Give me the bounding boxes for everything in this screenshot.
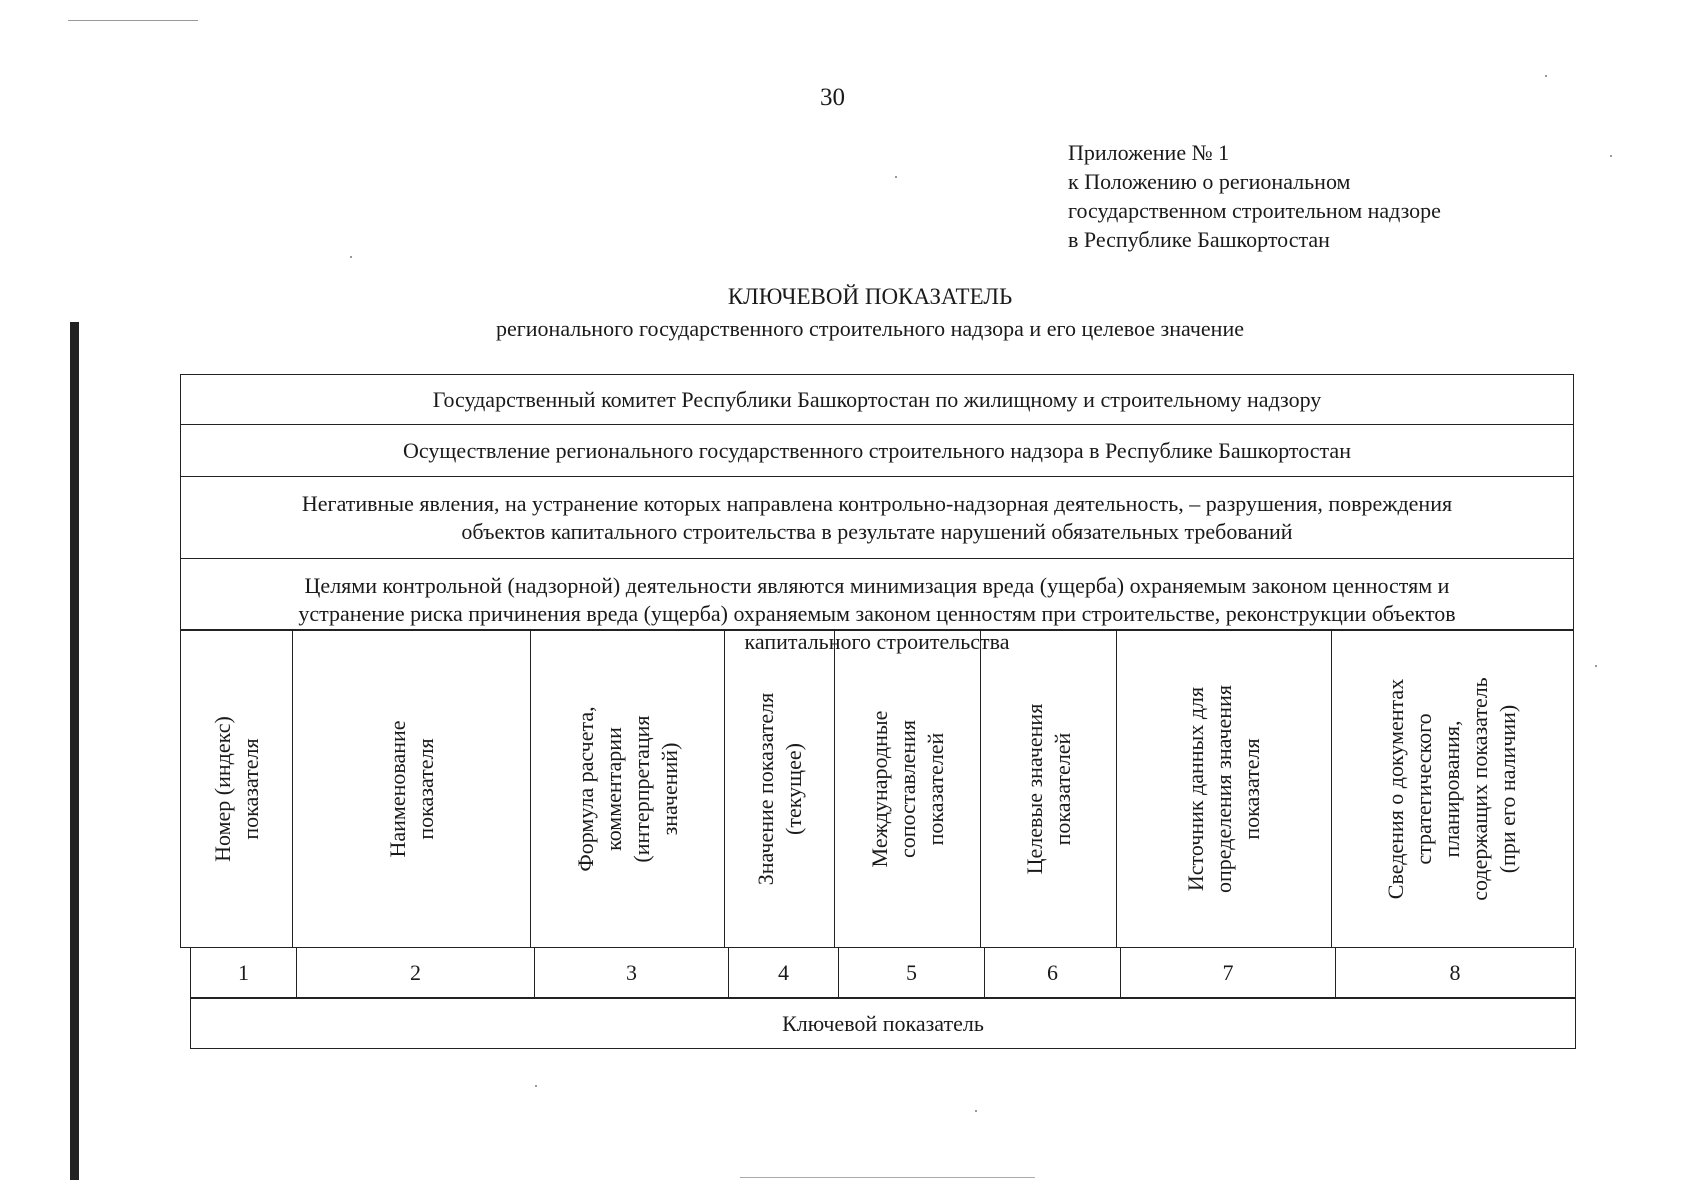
column-header-text: Целевые значения показателей — [1021, 703, 1075, 875]
column-header — [293, 631, 531, 947]
key-indicator-label: Ключевой показатель — [782, 1010, 984, 1036]
column-number: 3 — [535, 948, 729, 998]
column-header-text: Формула расчета, комментарии (интерпретация значений) — [572, 706, 682, 872]
scan-speck — [975, 1110, 977, 1112]
column-header-text: Международные сопоставления показателей — [866, 710, 948, 868]
scan-speck — [1595, 665, 1597, 667]
column-header-text: Номер (индекс) показателя — [209, 716, 263, 862]
document-subtitle: регионального государственного строительного надзора и его целевое значение — [496, 316, 1244, 341]
column-number: 5 — [839, 948, 985, 998]
scan-speck — [350, 256, 352, 258]
column-header-text: Сведения о документах стратегического планирования, содержащих показатель (при его наличии) — [1383, 677, 1520, 901]
column-header-text: Наименование показателя — [384, 720, 438, 858]
column-header-text: Значение показателя (текущее) — [752, 692, 806, 886]
column-number: 7 — [1121, 948, 1336, 998]
negative-phenomena-line: объектов капитального строительства в результате нарушений обязательных требований — [461, 518, 1293, 544]
activity-text: Осуществление регионального государственного строительного надзора в Республике Башкортостан — [403, 437, 1351, 463]
scan-speck — [1610, 155, 1612, 157]
appendix-line: государственном строительном надзоре — [1068, 198, 1441, 223]
page-number: 30 — [820, 84, 845, 111]
appendix-note — [1068, 138, 1441, 254]
table-row-authority — [181, 375, 1573, 425]
column-number: 8 — [1449, 960, 1461, 985]
appendix-line: Приложение № 1 — [1068, 140, 1230, 165]
document-title: КЛЮЧЕВОЙ ПОКАЗАТЕЛЬ — [727, 284, 1013, 309]
column-header-text: Источник данных для определения значения показателя — [1183, 685, 1264, 893]
appendix-line: в Республике Башкортостан — [1068, 227, 1330, 252]
goals-line: Целями контрольной (надзорной) деятельности являются минимизация вреда (ущерба) охраняемым законом ценностям и — [304, 572, 1450, 598]
table-row-negative-phenomena — [181, 477, 1573, 559]
appendix-line: к Положению о региональном — [1068, 169, 1351, 194]
scan-speck — [1545, 75, 1547, 77]
scan-speck — [895, 176, 897, 178]
column-number: 4 — [729, 948, 839, 998]
column-header — [531, 631, 725, 947]
column-header — [725, 631, 835, 947]
indicator-table-header-block — [180, 374, 1574, 654]
authority-text: Государственный комитет Республики Башкортостан по жилищному и строительному надзору — [432, 386, 1322, 412]
column-headers-row — [180, 630, 1574, 948]
scan-artifact-top-line — [68, 20, 198, 21]
column-header — [1117, 631, 1332, 947]
column-number: 1 — [191, 948, 297, 998]
column-header — [835, 631, 981, 947]
column-number: 2 — [297, 948, 535, 998]
scan-speck — [535, 1085, 537, 1087]
table-row-activity — [181, 425, 1573, 477]
goals-line: капитального строительства — [744, 628, 1010, 654]
column-numbers-row — [190, 948, 1576, 998]
column-number: 6 — [985, 948, 1121, 998]
key-indicator-row — [190, 998, 1576, 1049]
column-header — [1332, 631, 1572, 947]
column-header — [981, 631, 1117, 947]
column-header — [181, 631, 293, 947]
negative-phenomena-line: Негативные явления, на устранение которых направлена контрольно-надзорная деятельность, – разрушения, повреждения — [301, 490, 1453, 516]
goals-line: устранение риска причинения вреда (ущерба) охраняемым законом ценностям при строительстве, реконструкции объектов — [298, 600, 1456, 626]
scan-artifact-left-bar — [70, 322, 79, 1180]
scan-artifact-bottom-line — [740, 1177, 1035, 1178]
